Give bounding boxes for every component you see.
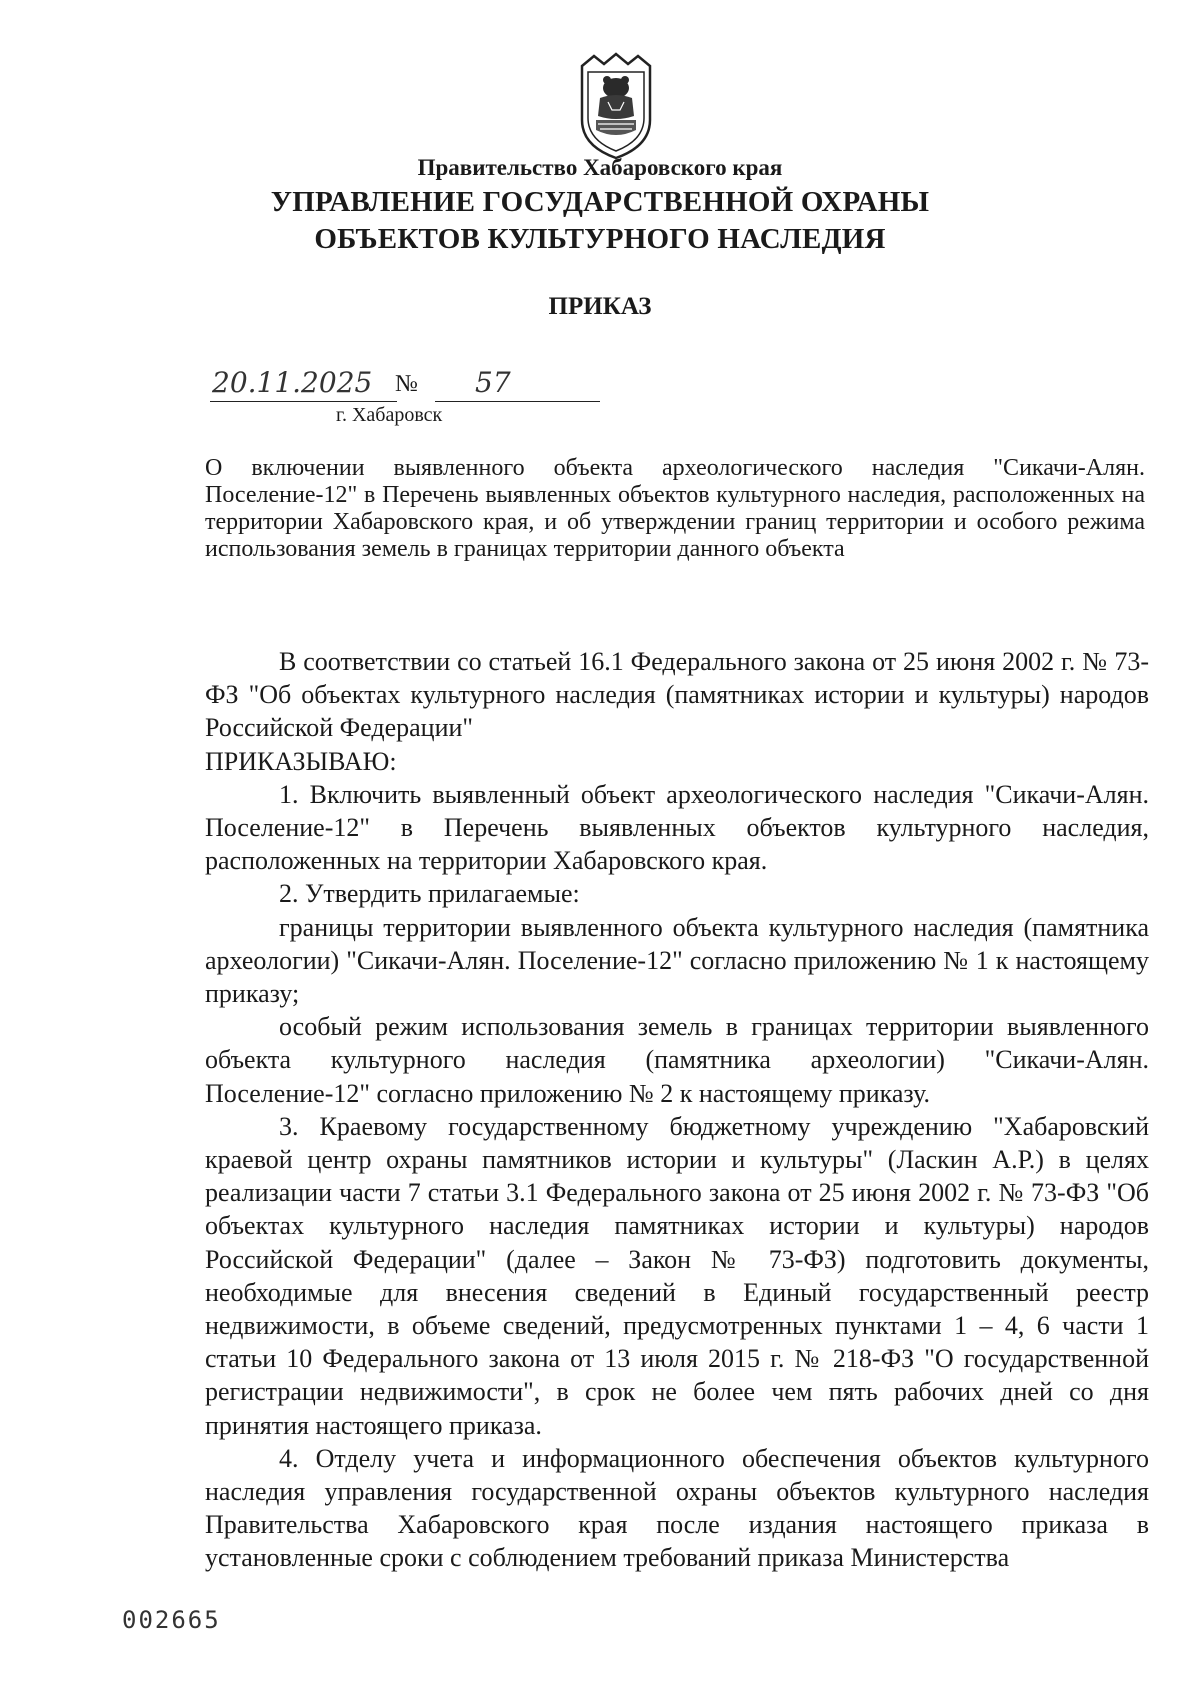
preamble-paragraph: В соответствии со статьей 16.1 Федерального закона от 25 июня 2002 г. № 73-ФЗ "Об объектах культурного наследия (памятниках истории и культуры) народов Российской Федерации" (205, 647, 1149, 743)
document-serial-number: 002665 (122, 1606, 221, 1634)
number-sign: № (395, 371, 418, 397)
order-word: ПРИКАЗЫВАЮ: (205, 746, 397, 776)
government-name: Правительство Хабаровского края (417, 155, 783, 180)
item-2b-paragraph: особый режим использования земель в границах территории выявленного объекта культурного наследия (памятника археологии) "Сикачи-Алян. Поселение-12" согласно приложению № 2 к настоящему приказу. (205, 1012, 1149, 1108)
item-2-paragraph: 2. Утвердить прилагаемые: (279, 879, 580, 909)
item-2a-paragraph: границы территории выявленного объекта культурного наследия (памятника археологии) "Сикачи-Алян. Поселение-12" согласно приложению № 1 к настоящему приказу; (205, 912, 1149, 1009)
department-name-line2: ОБЪЕКТОВ КУЛЬТУРНОГО НАСЛЕДИЯ (314, 223, 886, 255)
item-1-paragraph: 1. Включить выявленный объект археологического наследия "Сикачи-Алян. Поселение-12" в Перечень выявленных объектов культурного наследия, расположенных на территории Хабаровского края. (205, 779, 1149, 876)
order-number: 57 (435, 365, 600, 402)
order-subject: О включении выявленного объекта археологического наследия "Сикачи-Алян. Поселение-12" в Перечень выявленных объектов культурного наследия, расположенных на территории Хабаровского края, и об утверждении границ территории и особого режима использования земель в границах территории данного объекта (205, 455, 1145, 562)
coat-of-arms-icon (574, 52, 658, 162)
item-4-paragraph: 4. Отделу учета и информационного обеспечения объектов культурного наследия управления государственной охраны объектов культурного наследия Правительства Хабаровского края после издания настоящего приказа в установленные сроки с соблюдением требований приказа Министерства (205, 1443, 1149, 1573)
city-label: г. Хабаровск (336, 404, 443, 426)
date-number-row (205, 365, 625, 405)
order-date: 20.11.2025 (210, 365, 397, 402)
order-body (205, 645, 1149, 1575)
document-type-title: ПРИКАЗ (548, 293, 652, 320)
department-name-line1: УПРАВЛЕНИЕ ГОСУДАРСТВЕННОЙ ОХРАНЫ (270, 186, 930, 218)
item-3-paragraph: 3. Краевому государственному бюджетному учреждению "Хабаровский краевой центр охраны памятников истории и культуры" (Ласкин А.Р.) в целях реализации части 7 статьи 3.1 Федерального закона от 25 июня 2002 г. № 73-ФЗ "Об объектах культурного наследия памятниках истории и культуры) народов Российской Федерации" (далее – Закон № 73-ФЗ) подготовить документы, необходимые для внесения сведений в Единый государственный реестр недвижимости, в объеме сведений, предусмотренных пунктами 1 – 4, 6 части 1 статьи 10 Федерального закона от 13 июля 2015 г. № 218-ФЗ "О государственной регистрации недвижимости", в срок не более чем пять рабочих дней со дня принятия настоящего приказа. (205, 1111, 1149, 1440)
